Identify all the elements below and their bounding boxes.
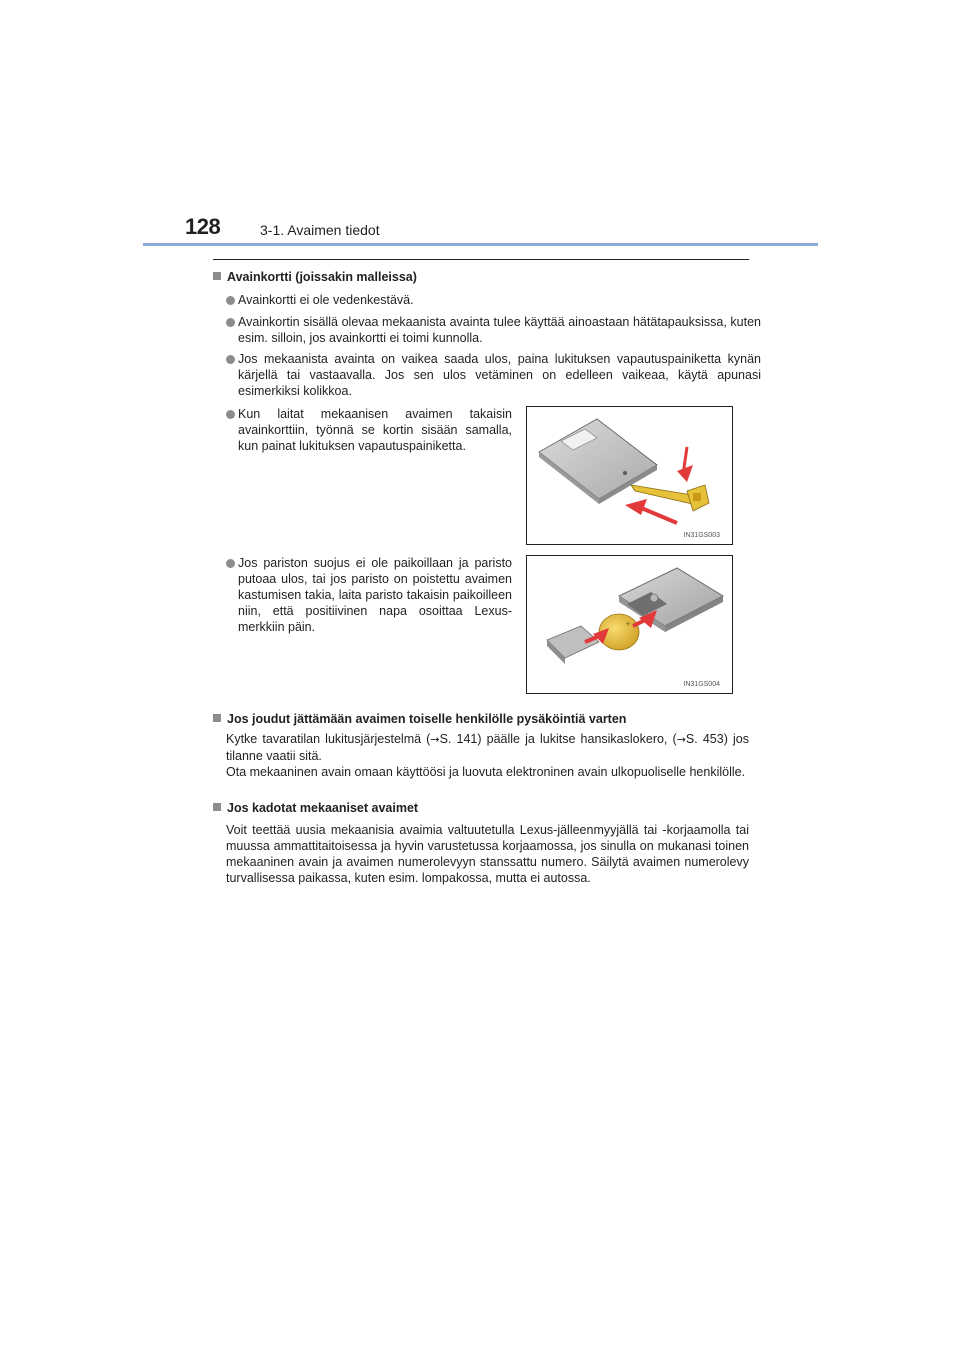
heading-valet: Jos joudut jättämään avaimen toiselle henkilölle pysäköintiä varten [213,711,749,727]
figure-label: IN31GS003 [683,532,720,539]
page-reference-link[interactable]: S. 453 [685,732,724,746]
battery-insert-illustration [527,556,732,693]
valet-paragraph: Kytke tavaratilan lukitusjärjestelmä (→S. 141) päälle ja lukitse hansikaslokero, (→S. 453) jos tilanne vaatii sitä. [226,732,749,763]
bullet-dot-icon [226,296,235,305]
heading-key-card: Avainkortti (joissakin malleissa) [213,269,749,285]
header-rule [143,243,818,246]
square-bullet-icon [213,714,221,722]
figure-label: IN31GS004 [683,681,720,688]
valet-paragraph: Ota mekaaninen avain omaan käyttöösi ja luovuta elektroninen avain ulkopuoliselle henkilölle. [226,765,746,779]
battery-cover-shape [547,626,599,664]
bullet-item: Kun laitat mekaanisen avaimen takaisin avainkorttiin, työnnä se kortin sisään samalla, kun painat lukituksen vapautuspainiketta. [226,406,512,454]
section-title: 3-1. Avaimen tiedot [260,222,380,238]
key-insert-illustration [527,407,732,544]
bullet-dot-icon [226,559,235,568]
square-bullet-icon [213,803,221,811]
svg-text:+: + [625,620,631,628]
content-rule [213,259,749,260]
bullet-dot-icon [226,410,235,419]
bullet-dot-icon [226,318,235,327]
bullet-item: Jos mekaanista avainta on vaikea saada ulos, paina lukituksen vapautuspainiketta kynän kärjellä tai vastaavalla. Jos sen ulos vetäminen on edelleen vaikeaa, käytä apunasi esimerkiksi kolikkoa. [226,351,761,399]
heading-lost-keys: Jos kadotat mekaaniset avaimet [213,800,749,816]
figure-battery-insert [526,555,733,694]
page-number: 128 [185,214,221,239]
reference-arrow-icon: → [430,733,440,746]
page-reference-link[interactable]: S. 141 [439,732,478,746]
bullet-item: Jos pariston suojus ei ole paikoillaan ja paristo putoaa ulos, tai jos paristo on poistettu avaimen kastumisen takia, laita paristo takaisin paikoilleen niin, että positiivinen napa osoittaa Lexus-merkkiin päin. [226,555,512,635]
square-bullet-icon [213,272,221,280]
bullet-item: Avainkortin sisällä olevaa mekaanista avainta tulee käyttää ainoastaan hätätapauksissa, kuten esim. silloin, jos avainkortti ei toimi kunnolla. [226,314,761,346]
reference-arrow-icon: → [676,733,686,746]
bullet-dot-icon [226,355,235,364]
lost-keys-paragraph: Voit teettää uusia mekaanisia avaimia valtuutetulla Lexus-jälleenmyyjällä tai -korjaamolla tai muussa ammattitaitoisessa ja hyvin varustetussa korjaamossa, jos sinulla on mukanasi toinen mekaaninen avain ja avaimen numerolevyyn stanssattu numero. Säilytä avaimen numerolevy turvallisessa paikassa, kuten esim. lompakossa, mutta ei autossa. [226,823,749,885]
figure-key-insert [526,406,733,545]
bullet-item: Avainkortti ei ole vedenkestävä. [226,292,761,308]
